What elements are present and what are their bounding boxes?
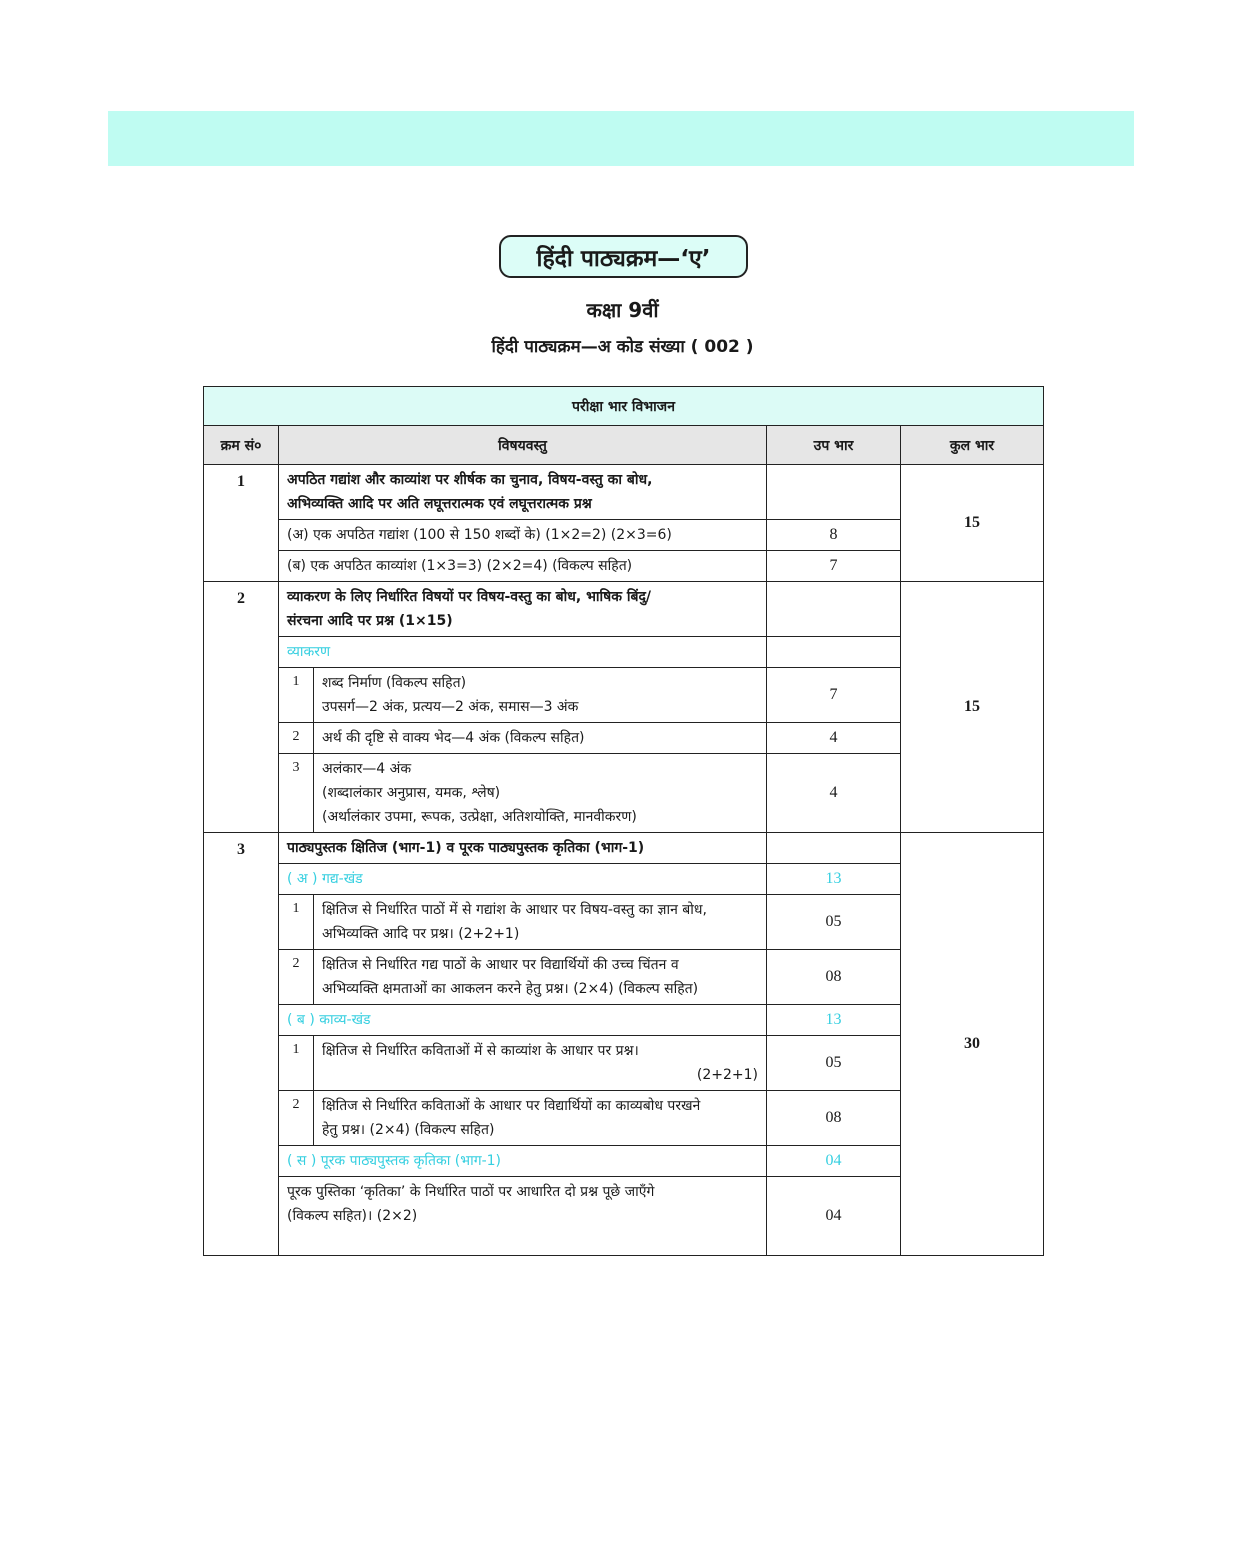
content-cell (279, 465, 767, 520)
sub-marks: 4 (767, 754, 901, 833)
content-cell (279, 637, 767, 668)
sub-marks (767, 637, 901, 668)
sub-marks: 04 (767, 1146, 901, 1177)
content-cell (279, 551, 767, 582)
code-label: हिंदी पाठ्यक्रम—अ कोड संख्या ( 002 ) (491, 337, 754, 357)
class-label: कक्षा 9वीं (586, 298, 659, 322)
content-cell (279, 833, 767, 864)
sub-marks (767, 465, 901, 520)
sub-marks: 13 (767, 1005, 901, 1036)
content-line: ( ब ) काव्य-खंड (287, 1012, 371, 1028)
sub-marks: 7 (767, 668, 901, 723)
sub-item-number: 1 (279, 1036, 314, 1091)
content-cell (279, 1177, 767, 1256)
content-line: अपठित गद्यांश और काव्यांश पर शीर्षक का चुनाव, विषय-वस्तु का बोध, (287, 472, 653, 488)
content-cell (314, 723, 767, 754)
header-total-marks: कुल भार (901, 426, 1044, 465)
marks-distribution-table (203, 386, 1044, 1256)
sub-marks: 08 (767, 1091, 901, 1146)
content-cell (279, 864, 767, 895)
table-row (204, 833, 1044, 864)
content-line: क्षितिज से निर्धारित पाठों में से गद्यांश के आधार पर विषय-वस्तु का ज्ञान बोध, (322, 902, 707, 918)
content-cell (279, 520, 767, 551)
content-line: अलंकार—4 अंक (322, 761, 412, 777)
content-line: अभिव्यक्ति आदि पर अति लघूत्तरात्मक एवं लघूत्तरात्मक प्रश्न (287, 496, 592, 512)
content-line: अभिव्यक्ति क्षमताओं का आकलन करने हेतु प्रश्न। (2×4) (विकल्प सहित) (322, 981, 699, 997)
sub-marks: 05 (767, 1036, 901, 1091)
content-line: (अ) एक अपठित गद्यांश (100 से 150 शब्दों के) (1×2=2) (2×3=6) (287, 527, 672, 543)
content-line: व्याकरण के लिए निर्धारित विषयों पर विषय-वस्तु का बोध, भाषिक बिंदु/ (287, 589, 652, 605)
sub-item-number: 2 (279, 723, 314, 754)
sub-marks: 8 (767, 520, 901, 551)
section-number: 3 (204, 833, 279, 1256)
content-cell (314, 754, 767, 833)
content-line: अभिव्यक्ति आदि पर प्रश्न। (2+2+1) (322, 926, 520, 942)
sub-marks: 7 (767, 551, 901, 582)
content-line: अर्थ की दृष्टि से वाक्य भेद—4 अंक (विकल्प सहित) (322, 730, 585, 746)
sub-marks: 13 (767, 864, 901, 895)
header-content: विषयवस्तु (279, 426, 767, 465)
content-cell (314, 1091, 767, 1146)
sub-marks: 04 (767, 1177, 901, 1256)
content-line: व्याकरण (287, 644, 331, 660)
content-line: क्षितिज से निर्धारित गद्य पाठों के आधार पर विद्यार्थियों की उच्च चिंतन व (322, 957, 679, 973)
section-number: 2 (204, 582, 279, 833)
sub-item-number: 2 (279, 1091, 314, 1146)
content-cell (314, 895, 767, 950)
content-line: हेतु प्रश्न। (2×4) (विकल्प सहित) (322, 1122, 495, 1138)
content-line: (अर्थालंकार उपमा, रूपक, उत्प्रेक्षा, अतिशयोक्ति, मानवीकरण) (322, 809, 637, 825)
total-marks: 30 (901, 833, 1044, 1256)
sub-marks (767, 833, 901, 864)
table-row (204, 582, 1044, 637)
content-note: (2+2+1) (696, 1067, 758, 1083)
content-cell (314, 950, 767, 1005)
sub-item-number: 1 (279, 895, 314, 950)
sub-marks: 05 (767, 895, 901, 950)
table-row (204, 465, 1044, 520)
sub-marks: 4 (767, 723, 901, 754)
page-title: हिंदी पाठ्यक्रम—‘ए’ (499, 235, 748, 278)
content-line: ( अ ) गद्य-खंड (287, 871, 363, 887)
sub-item-number: 1 (279, 668, 314, 723)
sub-marks: 08 (767, 950, 901, 1005)
content-cell (279, 1005, 767, 1036)
content-line (287, 1228, 758, 1252)
top-banner (108, 111, 1134, 166)
content-cell (279, 582, 767, 637)
content-line: (ब) एक अपठित काव्यांश (1×3=3) (2×2=4) (विकल्प सहित) (287, 558, 633, 574)
content-line: उपसर्ग—2 अंक, प्रत्यय—2 अंक, समास—3 अंक (322, 699, 579, 715)
content-line: पूरक पुस्तिका ‘कृतिका’ के निर्धारित पाठों पर आधारित दो प्रश्न पूछे जाएँगे (287, 1184, 655, 1200)
sub-item-number: 3 (279, 754, 314, 833)
content-cell (314, 668, 767, 723)
sub-item-number: 2 (279, 950, 314, 1005)
table-caption: परीक्षा भार विभाजन (204, 387, 1044, 426)
content-line: पाठ्यपुस्तक क्षितिज (भाग-1) व पूरक पाठ्यपुस्तक कृतिका (भाग-1) (287, 840, 645, 856)
content-line: शब्द निर्माण (विकल्प सहित) (322, 675, 467, 691)
content-line: क्षितिज से निर्धारित कविताओं के आधार पर विद्यार्थियों का काव्यबोध परखने (322, 1098, 701, 1114)
total-marks: 15 (901, 582, 1044, 833)
header-serial: क्रम सं० (204, 426, 279, 465)
total-marks: 15 (901, 465, 1044, 582)
content-line: ( स ) पूरक पाठ्यपुस्तक कृतिका (भाग-1) (287, 1153, 502, 1169)
content-line: (विकल्प सहित)। (2×2) (287, 1208, 418, 1224)
sub-marks (767, 582, 901, 637)
section-number: 1 (204, 465, 279, 582)
content-cell (279, 1146, 767, 1177)
content-line: संरचना आदि पर प्रश्न (1×15) (287, 613, 453, 629)
content-line: क्षितिज से निर्धारित कविताओं में से काव्यांश के आधार पर प्रश्न। (322, 1043, 639, 1059)
content-cell (314, 1036, 767, 1091)
header-sub-marks: उप भार (767, 426, 901, 465)
content-line: (शब्दालंकार अनुप्रास, यमक, श्लेष) (322, 785, 501, 801)
